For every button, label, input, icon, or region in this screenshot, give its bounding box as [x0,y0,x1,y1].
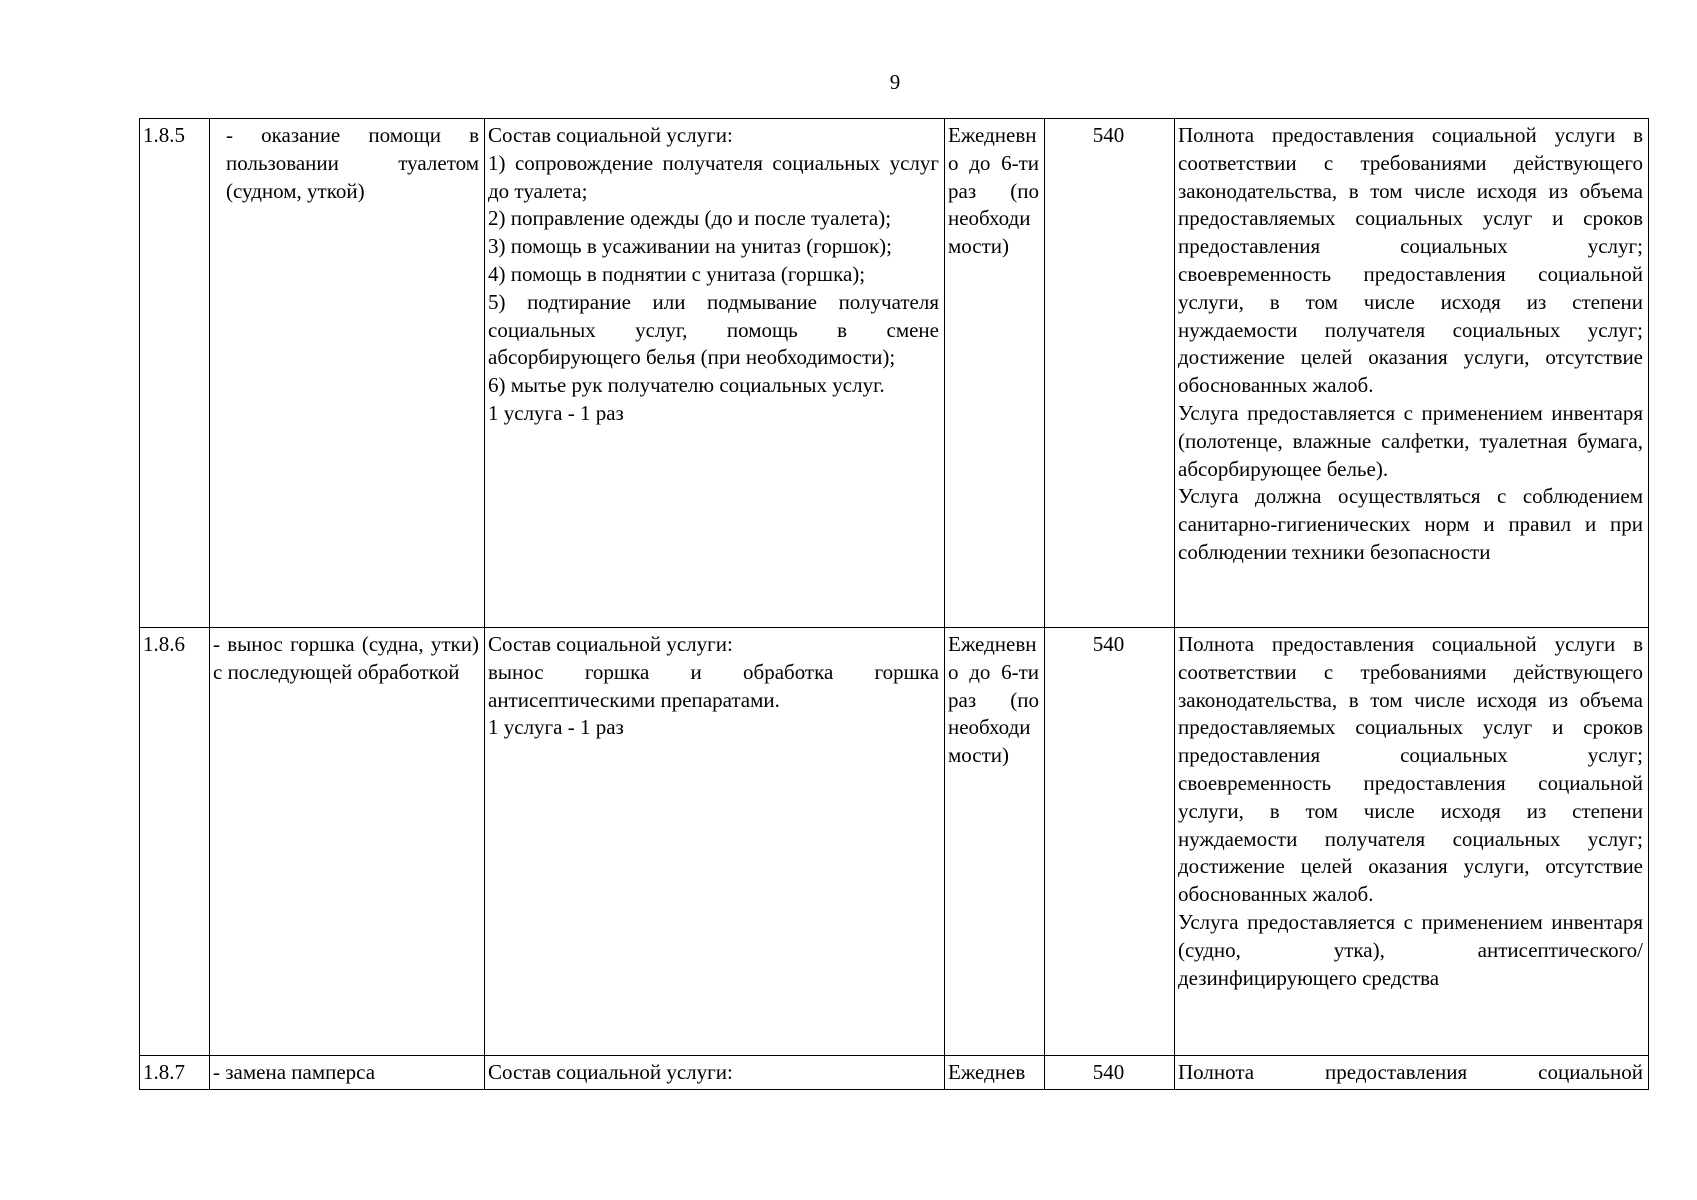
content-line: 4) помощь в поднятии с унитаза (горшка); [488,261,866,286]
criteria-paragraph: Полнота предоставления социальной [1178,1060,1643,1084]
content-line: 6) мытье рук получателю социальных услуг. [488,373,885,398]
service-criteria [1175,119,1649,628]
service-name [210,628,485,1056]
content-line: Состав социальной услуги: [488,1060,733,1084]
content-line: Состав социальной услуги: [488,632,733,656]
service-frequency [945,119,1045,628]
service-name-text: - оказание помощи в пользовании туалетом (судном, уткой) [226,123,479,203]
service-content [485,628,945,1056]
content-line: Состав социальной услуги: [488,123,733,147]
criteria-paragraph: Услуга предоставляется с применением инвентаря (судно, утка), антисептического/дезинфицирующего средства [1178,909,1643,990]
service-name [210,119,485,628]
services-table [139,118,1649,1090]
content-line: 1 услуга - 1 раз [488,400,624,425]
content-line: 5) подтирание или подмывание получателя социальных услуг, помощь в смене абсорбирующего белья (при необходимости); [488,289,939,370]
service-price: 540 [1045,628,1175,1056]
criteria-paragraph: Полнота предоставления социальной услуги в соответствии с требованиями действующего законодательства, в том числе исходя из объема предоставляемых социальных услуг и сроков предоставления социальных услуг; своевременность предоставления социальной услуги, в том числе исходя из степени нуждаемости получателя социальных услуг; достижение целей оказания услуги, отсутствие обоснованных жалоб. [1178,632,1643,907]
service-criteria [1175,1056,1649,1090]
service-name [210,1056,485,1090]
frequency-text: Ежеднев [948,1060,1026,1084]
service-price: 540 [1045,1056,1175,1090]
content-line: вынос горшка и обработка горшка антисептическими препаратами. [488,659,939,712]
service-content [485,119,945,628]
frequency-text: Ежедневно до 6-ти раз (по необходимости) [948,632,1039,768]
service-number: 1.8.7 [140,1056,210,1090]
table-row [140,628,1649,1056]
frequency-text: Ежедневно до 6-ти раз (по необходимости) [948,123,1039,259]
content-line: 1 услуга - 1 раз [488,715,624,740]
content-line: 3) помощь в усаживании на унитаз (горшок); [488,234,892,259]
service-number: 1.8.6 [140,628,210,1056]
service-price: 540 [1045,119,1175,628]
criteria-paragraph: Полнота предоставления социальной услуги в соответствии с требованиями действующего законодательства, в том числе исходя из объема предоставляемых социальных услуг и сроков предоставления социальных услуг; своевременность предоставления социальной услуги, в том числе исходя из степени нуждаемости получателя социальных услуг; достижение целей оказания услуги, отсутствие обоснованных жалоб. [1178,123,1643,398]
page-number: 9 [889,70,901,94]
service-content [485,1056,945,1090]
table-row [140,1056,1649,1090]
service-name-text: - замена памперса [213,1060,376,1084]
service-criteria [1175,628,1649,1056]
service-frequency [945,628,1045,1056]
criteria-paragraph: Услуга должна осуществляться с соблюдением санитарно-гигиенических норм и правил и при соблюдении техники безопасности [1178,484,1643,564]
service-number: 1.8.5 [140,119,210,628]
criteria-paragraph: Услуга предоставляется с применением инвентаря (полотенце, влажные салфетки, туалетная бумага, абсорбирующее белье). [1178,400,1643,481]
content-line: 1) сопровождение получателя социальных услуг до туалета; [488,150,939,203]
content-line: 2) поправление одежды (до и после туалета); [488,206,892,231]
table-row [140,119,1649,628]
service-name-text: - вынос горшка (судна, утки) с последующей обработкой [213,632,479,684]
service-frequency [945,1056,1045,1090]
